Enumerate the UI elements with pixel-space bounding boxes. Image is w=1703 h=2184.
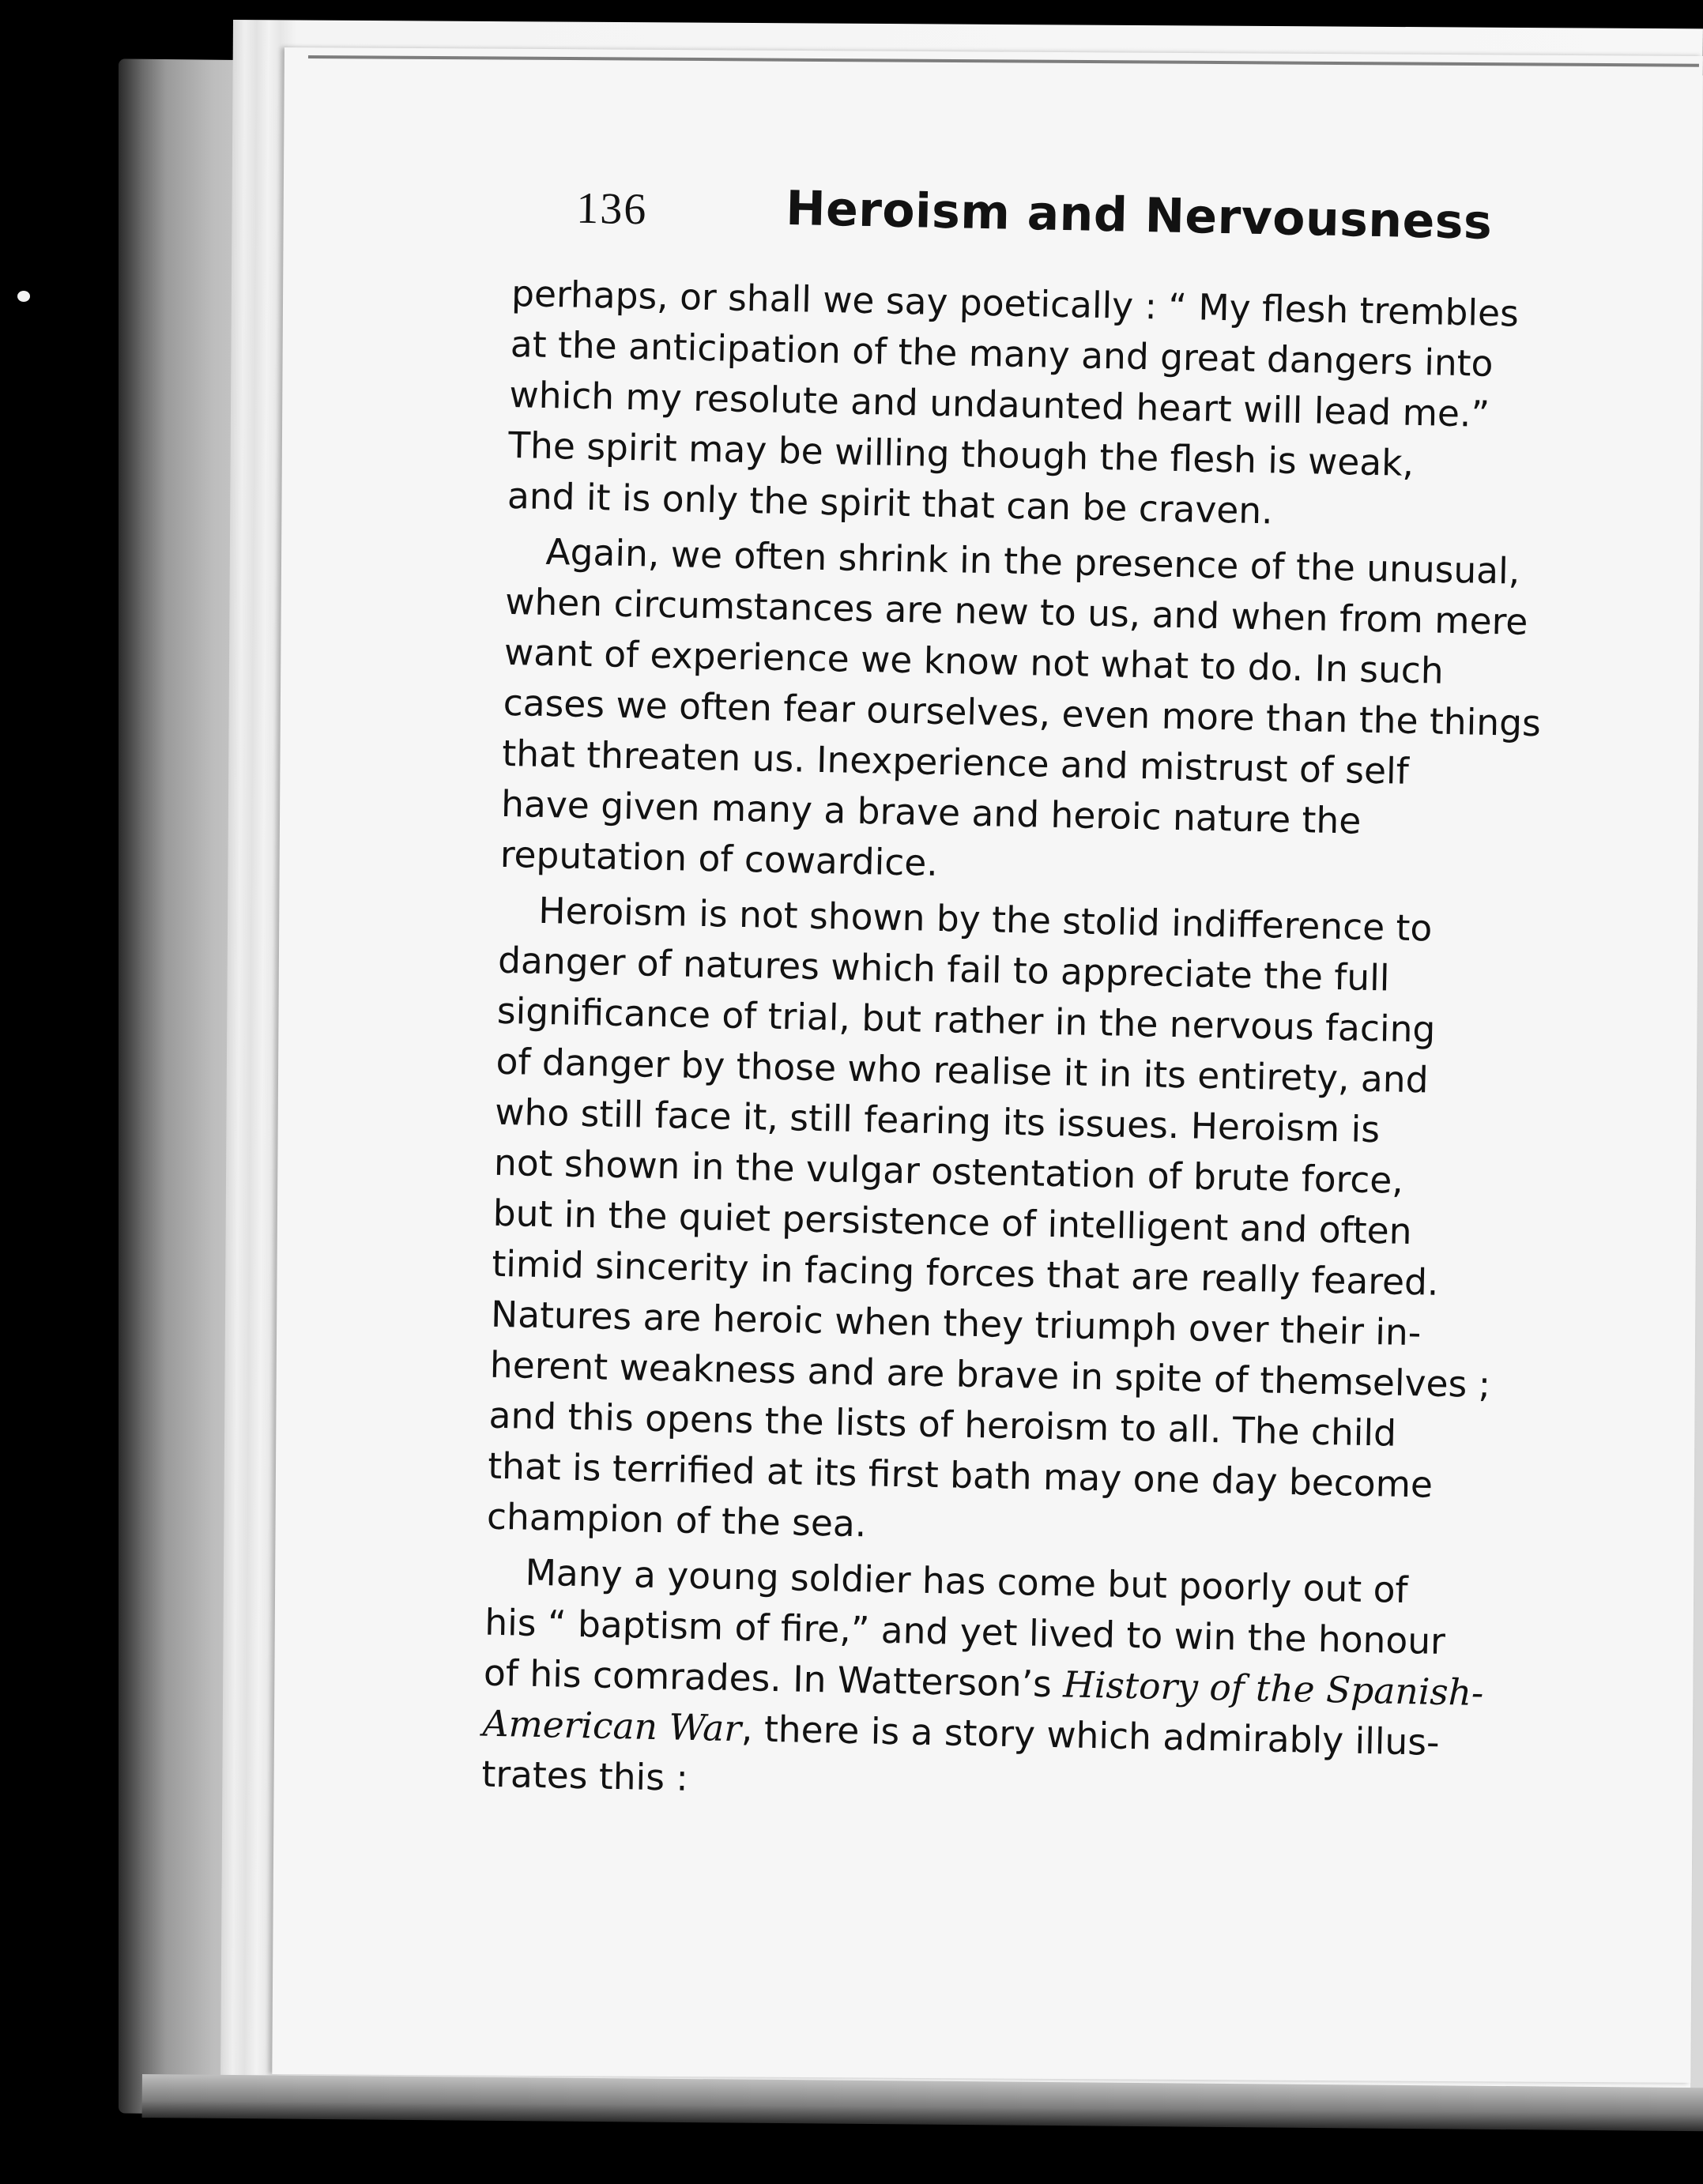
text-run: of his comrades. In Watterson’s (483, 1651, 1064, 1706)
text-line: his “ baptism of fire,” and yet lived to win the honour (484, 1601, 1446, 1663)
text-line: have given many a brave and heroic nature the (500, 782, 1362, 842)
text-line: want of experience we know not what to do. In such (503, 631, 1445, 692)
text-line: who still face it, still fearing its issues. Heroism is (494, 1090, 1381, 1151)
text-line: herent weakness and are brave in spite of themselves ; (489, 1343, 1491, 1406)
text-line: that is terrified at its first bath may one day become (487, 1444, 1434, 1506)
text-line: which my resolute and undaunted heart will lead me.” (509, 373, 1490, 435)
text-line: reputation of cowardice. (499, 833, 939, 884)
paragraph-1 (507, 269, 1562, 543)
text-line: when circumstances are new to us, and when from mere (504, 580, 1528, 643)
text-line: and this opens the lists of heroism to all. The child (488, 1394, 1397, 1455)
text-line: cases we often fear ourselves, even more than the things (503, 681, 1542, 745)
page-number: 136 (575, 183, 648, 235)
running-title: Heroism and Nervousness (785, 180, 1493, 250)
text-line: champion of the sea. (486, 1495, 867, 1546)
paragraph-2 (499, 526, 1558, 902)
text-line: timid sincerity in facing forces that are really feared. (491, 1242, 1439, 1304)
text-line: danger of natures which fail to appreciate the full (497, 939, 1391, 1000)
text-line: Natures are heroic when they triumph over their in- (490, 1293, 1422, 1354)
text-line: and it is only the spirit that can be craven. (507, 474, 1274, 533)
text-line: that threaten us. Inexperience and mistrust of self (501, 732, 1410, 793)
text-line: Many a young soldier has come but poorly out of (525, 1551, 1409, 1612)
text-run: , there is a story which admirably illus- (740, 1708, 1440, 1764)
paragraph-3 (486, 885, 1550, 1564)
text-line: at the anticipation of the many and great dangers into (510, 322, 1494, 385)
paragraph-4 (481, 1547, 1537, 1821)
text-line: but in the quiet persistence of intelligent and often (492, 1192, 1413, 1253)
book-title-italic: American War (482, 1702, 742, 1750)
scan-speck (17, 291, 30, 302)
text-line: perhaps, or shall we say poetically : “ My flesh trembles (511, 272, 1520, 335)
book-title-italic: History of the Spanish- (1062, 1663, 1484, 1715)
text-line: trates this : (481, 1753, 689, 1799)
text-line: The spirit may be willing though the flesh is weak, (507, 424, 1415, 484)
text-line: not shown in the vulgar ostentation of brute force, (493, 1141, 1404, 1202)
page-text (481, 182, 1565, 1825)
text-line: of danger by those who realise it in its entirety, and (495, 1040, 1430, 1101)
text-line: significance of trial, but rather in the nervous facing (496, 989, 1436, 1051)
text-line: Heroism is not shown by the stolid indifference to (537, 889, 1433, 950)
text-line: Again, we often shrink in the presence of the unusual, (545, 530, 1520, 593)
